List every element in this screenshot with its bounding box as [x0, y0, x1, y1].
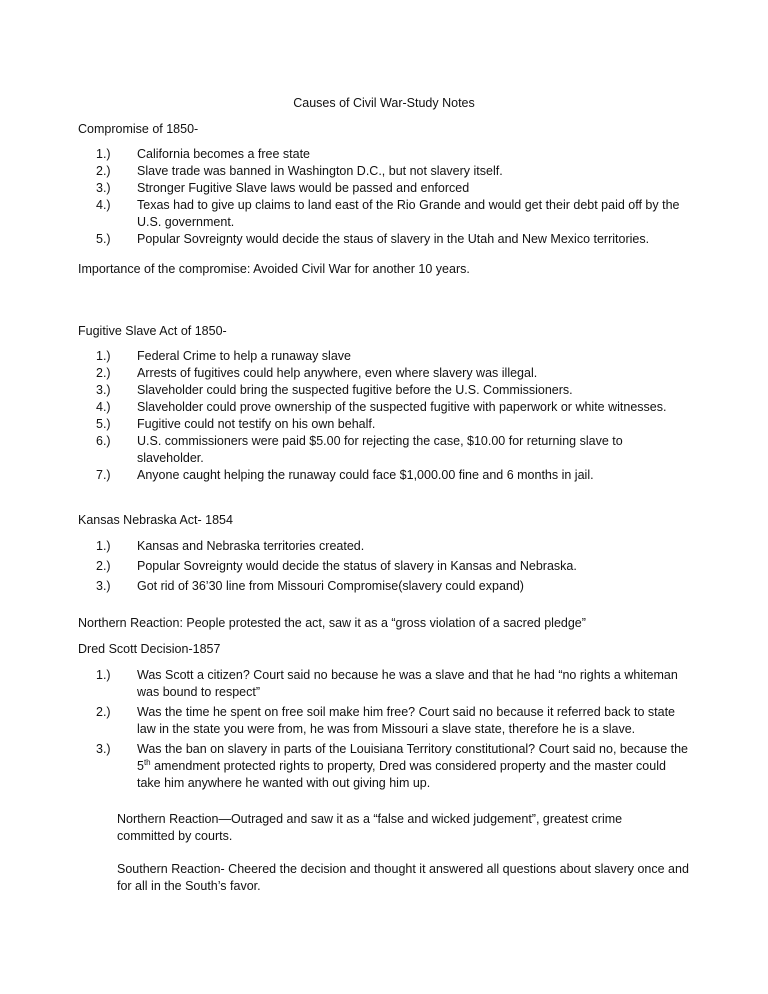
list-number: 6.): [96, 434, 111, 448]
list-item: [78, 365, 678, 382]
list-text-part: Was the ban on slavery in parts of the Louisiana Territory constitutional? Court said no, because the 5: [137, 742, 689, 773]
list-number: 2.): [96, 366, 111, 380]
list-text: Was the time he spent on free soil make him free? Court said no because it referred back to state law in the state you were from, he was from Missouri a slave state, therefore he is a slave.: [137, 705, 676, 736]
list-text: Was Scott a citizen? Court said no because he was a slave and that he had “no rights a whiteman was bound to respect”: [137, 668, 678, 699]
list-number: 5.): [96, 417, 111, 431]
list-item: [78, 382, 678, 399]
list-item: [78, 578, 718, 595]
list-number: 7.): [96, 468, 111, 482]
compromise-importance: Importance of the compromise: Avoided Civil War for another 10 years.: [78, 262, 470, 276]
list-text: Kansas and Nebraska territories created.: [137, 539, 365, 553]
list-item: [78, 467, 678, 484]
kansas-northern-reaction: Northern Reaction: People protested the act, saw it as a “gross violation of a sacred pledge”: [78, 616, 586, 630]
list-text: California becomes a free state: [137, 147, 311, 161]
dred-list: [78, 667, 690, 792]
list-number: 4.): [96, 198, 111, 212]
compromise-heading: Compromise of 1850-: [78, 122, 199, 136]
list-item: [78, 704, 690, 738]
list-number: 4.): [96, 400, 111, 414]
list-text: Texas had to give up claims to land east of the Rio Grande and would get their debt paid off by the U.S. government.: [137, 198, 680, 229]
list-item: [78, 433, 678, 467]
compromise-list: [78, 146, 698, 248]
list-text: Fugitive could not testify on his own behalf.: [137, 417, 376, 431]
list-item: [78, 416, 678, 433]
list-number: 1.): [96, 349, 111, 363]
list-text: Arrests of fugitives could help anywhere, even where slavery was illegal.: [137, 366, 538, 380]
list-number: 2.): [96, 164, 111, 178]
list-item: [78, 146, 698, 163]
list-item: [78, 180, 698, 197]
list-text: Popular Sovreignty would decide the staus of slavery in the Utah and New Mexico territories.: [137, 232, 650, 246]
list-item: [78, 163, 698, 180]
list-item: [78, 348, 678, 365]
list-number: 1.): [96, 539, 111, 553]
superscript: th: [143, 757, 151, 767]
dred-heading: Dred Scott Decision-1857: [78, 642, 221, 656]
dred-northern-reaction: Northern Reaction—Outraged and saw it as a “false and wicked judgement”, greatest crime committed by courts.: [117, 812, 623, 843]
list-item: [78, 231, 698, 248]
fugitive-heading: Fugitive Slave Act of 1850-: [78, 324, 227, 338]
list-number: 3.): [96, 383, 111, 397]
kansas-heading: Kansas Nebraska Act- 1854: [78, 513, 233, 527]
list-number: 2.): [96, 559, 111, 573]
list-text: Federal Crime to help a runaway slave: [137, 349, 351, 363]
list-number: 1.): [96, 147, 111, 161]
list-text: U.S. commissioners were paid $5.00 for rejecting the case, $10.00 for returning slave to slaveholder.: [137, 434, 623, 465]
dred-southern-reaction: Southern Reaction- Cheered the decision and thought it answered all questions about slavery once and for all in the South’s favor.: [117, 862, 689, 893]
list-item: [78, 667, 690, 701]
kansas-list: [78, 538, 718, 595]
list-number: 5.): [96, 232, 111, 246]
list-number: 3.): [96, 579, 111, 593]
list-item: [78, 399, 678, 416]
list-number: 2.): [96, 705, 111, 719]
list-text: Slaveholder could bring the suspected fugitive before the U.S. Commissioners.: [137, 383, 573, 397]
list-text-part: amendment protected rights to property, Dred was considered property and the master could take him anywhere he wanted with out giving him up.: [137, 759, 666, 790]
list-text: Got rid of 36’30 line from Missouri Compromise(slavery could expand): [137, 579, 524, 593]
list-number: 1.): [96, 668, 111, 682]
list-text: Stronger Fugitive Slave laws would be passed and enforced: [137, 181, 470, 195]
list-number: 3.): [96, 742, 111, 756]
list-text: Popular Sovreignty would decide the status of slavery in Kansas and Nebraska.: [137, 559, 577, 573]
list-text: Slaveholder could prove ownership of the suspected fugitive with paperwork or white witnesses.: [137, 400, 667, 414]
page-title: Causes of Civil War-Study Notes: [293, 96, 475, 110]
list-text: Anyone caught helping the runaway could face $1,000.00 fine and 6 months in jail.: [137, 468, 594, 482]
list-item: [78, 558, 718, 575]
list-number: 3.): [96, 181, 111, 195]
list-item: [78, 741, 690, 792]
fugitive-list: [78, 348, 678, 484]
list-text: [137, 741, 690, 792]
list-item: [78, 538, 718, 555]
list-item: [78, 197, 698, 231]
list-text: Slave trade was banned in Washington D.C., but not slavery itself.: [137, 164, 503, 178]
